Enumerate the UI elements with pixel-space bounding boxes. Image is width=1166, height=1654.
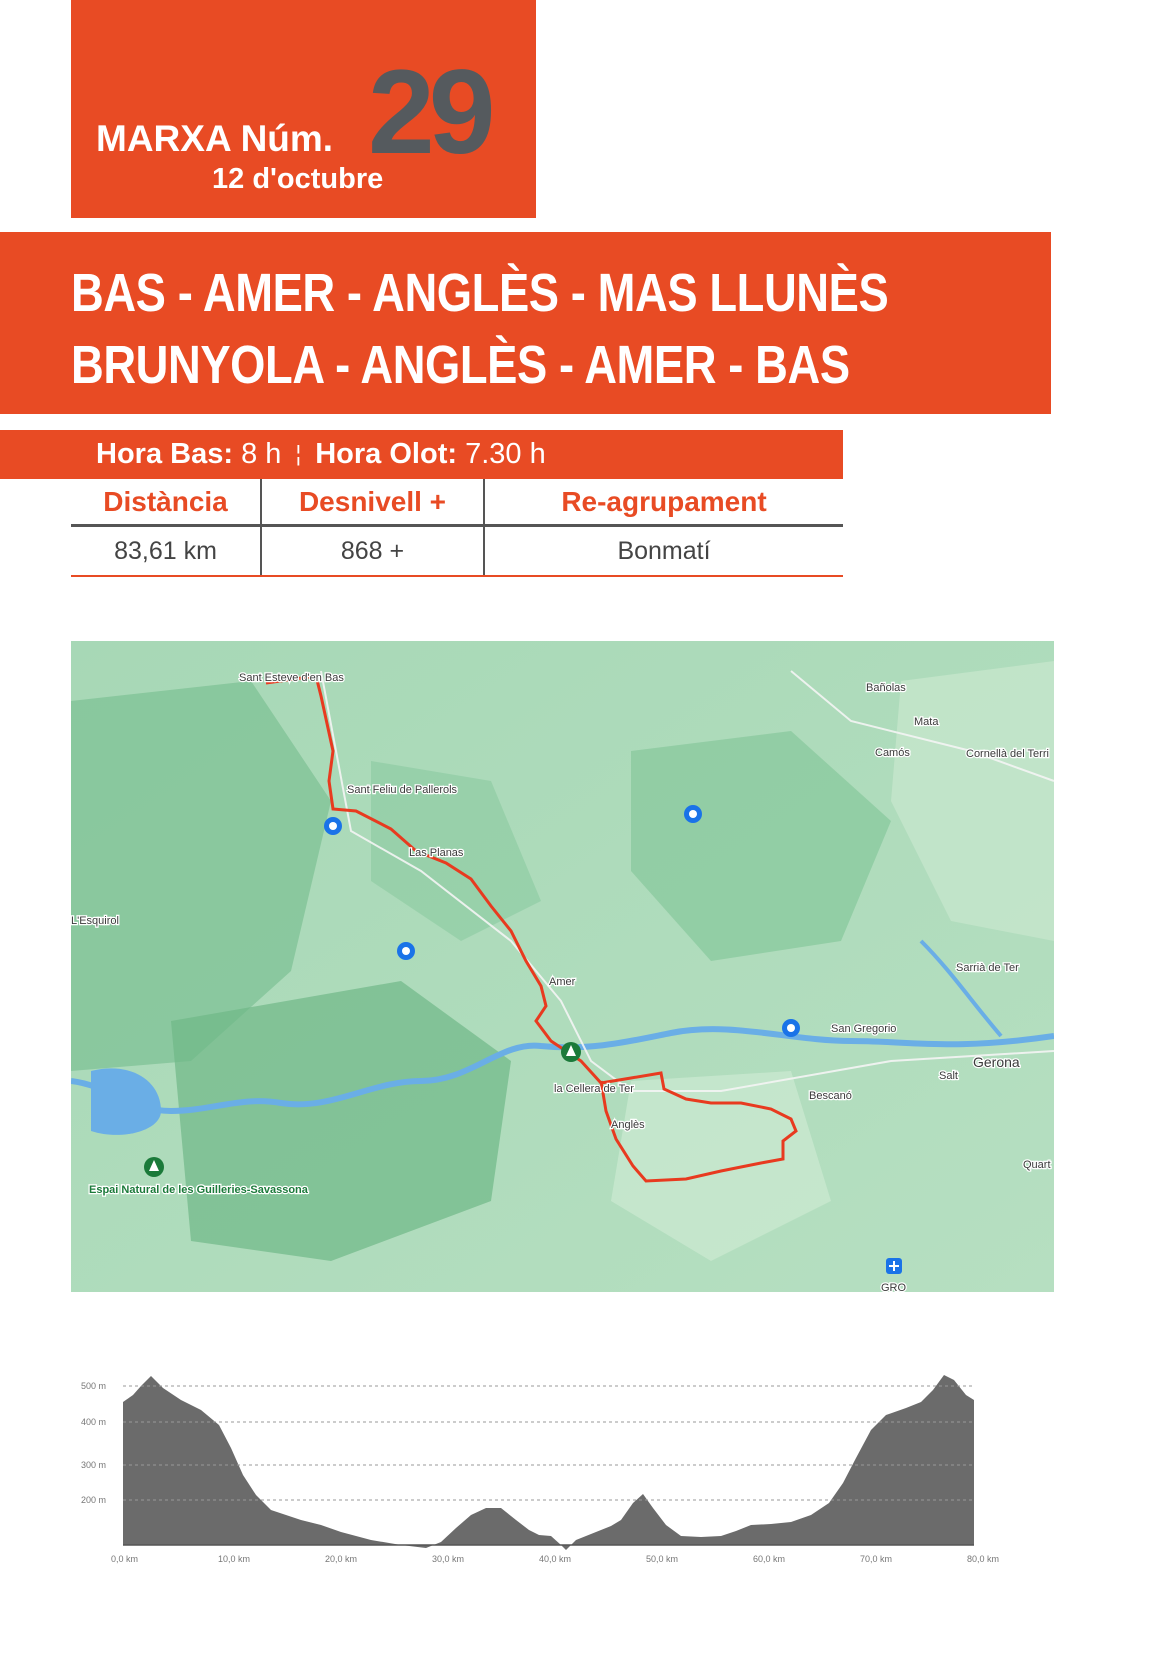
map-label: Bañolas: [866, 682, 906, 694]
map-label: Mata: [914, 716, 939, 728]
map-label: la Cellera de Ter: [554, 1083, 634, 1095]
marxa-label: MARXA Núm.: [96, 118, 334, 159]
value-reagrupament: Bonmatí: [484, 526, 843, 577]
header-reagrupament: Re-agrupament: [484, 479, 843, 526]
marxa-number: 29: [368, 45, 490, 179]
map-label: Sant Feliu de Pallerols: [347, 784, 458, 796]
map-label: Salt: [939, 1070, 958, 1082]
map-label: GRO: [881, 1282, 907, 1292]
map-label: Amer: [549, 976, 576, 988]
elevation-profile: [71, 1340, 1054, 1580]
map-label: Camós: [875, 747, 910, 759]
value-distancia: 83,61 km: [71, 526, 261, 577]
profile-area: [123, 1375, 974, 1550]
map-label: Cornellà del Terri: [966, 748, 1049, 760]
map-svg: [71, 641, 1054, 1292]
profile-x-tick: 50,0 km: [646, 1554, 679, 1564]
map-label: Sant Esteve d'en Bas: [239, 672, 344, 684]
poi-marker[interactable]: [324, 817, 342, 835]
poi-marker[interactable]: [397, 942, 415, 960]
map-label-park: Espai Natural de les Guilleries-Savassona: [89, 1184, 308, 1196]
park-marker[interactable]: [561, 1042, 581, 1062]
hora-olot-label: Hora Olot:: [315, 438, 458, 470]
hora-olot-value: 7.30 h: [465, 438, 546, 470]
profile-x-tick: 10,0 km: [218, 1554, 251, 1564]
hours-line: [96, 438, 546, 471]
profile-x-tick: 70,0 km: [860, 1554, 893, 1564]
poi-marker[interactable]: [782, 1019, 800, 1037]
title-line-2: BRUNYOLA - ANGLÈS - AMER - BAS: [71, 335, 850, 395]
profile-x-tick: 60,0 km: [753, 1554, 786, 1564]
poi-marker[interactable]: [684, 805, 702, 823]
hours-separator: ¦: [295, 441, 302, 466]
profile-x-tick: 0,0 km: [111, 1554, 139, 1564]
profile-svg: [71, 1340, 1054, 1580]
map-label: Quart: [1023, 1159, 1051, 1171]
profile-x-tick: 30,0 km: [432, 1554, 465, 1564]
map-label: San Gregorio: [831, 1023, 897, 1035]
marxa-date: 12 d'octubre: [212, 163, 384, 195]
hora-bas-value: 8 h: [241, 438, 282, 470]
profile-x-tick: 20,0 km: [325, 1554, 358, 1564]
map-label: Anglès: [611, 1119, 645, 1131]
header-distancia: Distància: [71, 479, 261, 526]
value-desnivell: 868 +: [261, 526, 484, 577]
park-marker[interactable]: [144, 1157, 164, 1177]
profile-y-tick: 500 m: [81, 1381, 107, 1391]
profile-y-tick: 300 m: [81, 1460, 107, 1470]
map-label-city: Gerona: [973, 1054, 1020, 1070]
map-label: Las Planas: [409, 847, 464, 859]
map-label: L'Esquirol: [71, 915, 119, 927]
profile-x-tick: 40,0 km: [539, 1554, 572, 1564]
airport-icon[interactable]: [886, 1258, 902, 1274]
stats-table: [71, 479, 843, 577]
map-label: Bescanó: [809, 1090, 852, 1102]
header-desnivell: Desnivell +: [261, 479, 484, 526]
profile-x-tick: 80,0 km: [967, 1554, 1000, 1564]
profile-y-tick: 200 m: [81, 1495, 107, 1505]
map-label: Sarrià de Ter: [956, 962, 1019, 974]
profile-y-tick: 400 m: [81, 1417, 107, 1427]
route-map[interactable]: [71, 641, 1054, 1292]
title-line-1: BAS - AMER - ANGLÈS - MAS LLUNÈS: [71, 263, 889, 323]
hora-bas-label: Hora Bas:: [96, 438, 233, 470]
